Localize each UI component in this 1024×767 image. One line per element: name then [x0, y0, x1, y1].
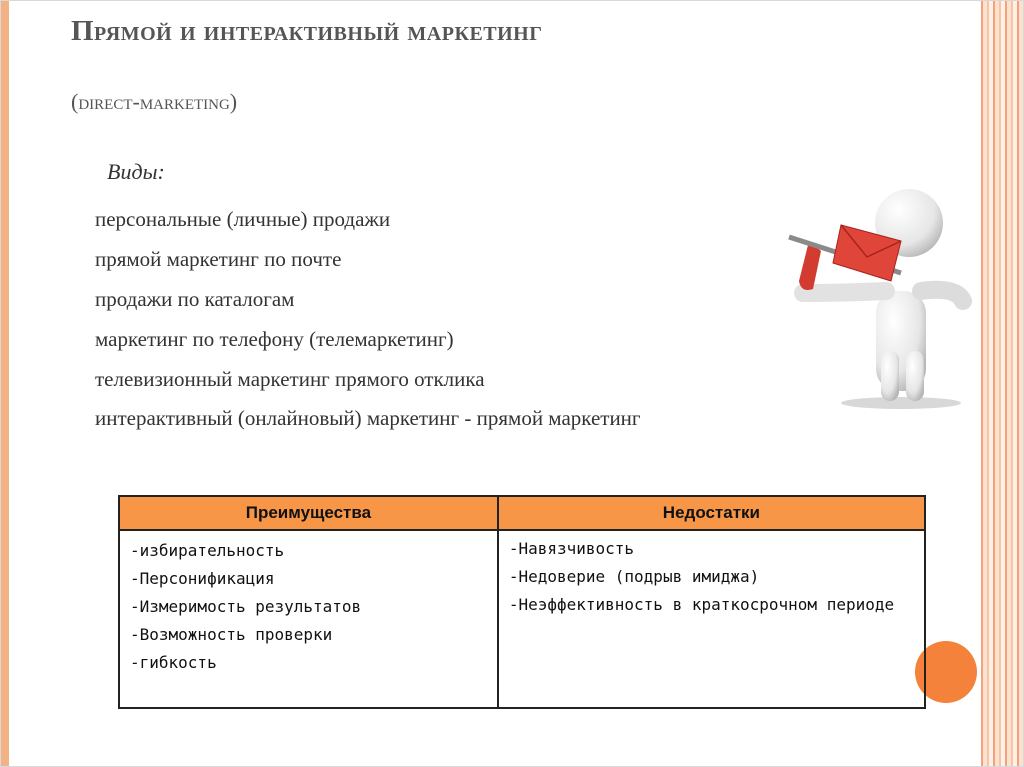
kinds-list	[95, 199, 735, 433]
pros-cons-table	[118, 495, 926, 709]
kinds-item: телевизионный маркетинг прямого отклика	[95, 367, 485, 391]
advantages-cell	[119, 530, 498, 708]
figure-arm	[803, 291, 886, 293]
figure-shadow	[841, 397, 961, 409]
disadvantages-cell	[498, 530, 925, 708]
advantage-item: -Возможность проверки	[130, 625, 333, 644]
kinds-item: интерактивный (онлайновый) маркетинг - прямой маркетинг	[95, 406, 641, 430]
figure-arm	[921, 290, 963, 301]
advantage-item: -Измеримость результатов	[130, 597, 362, 616]
kinds-item: персональные (личные) продажи	[95, 207, 391, 231]
disadvantage-item: -Навязчивость	[508, 539, 635, 558]
kinds-item: прямой маркетинг по почте	[95, 247, 342, 271]
advantage-item: -Персонификация	[130, 569, 275, 588]
figure-leg	[881, 351, 899, 401]
disadvantages-header: Недостатки	[498, 496, 925, 530]
figure-leg	[906, 351, 924, 401]
disadvantage-item: -Неэффективность в краткосрочном периоде	[508, 595, 895, 614]
slide-title: Прямой и интерактивный маркетинг	[71, 15, 543, 47]
advantage-item: -гибкость	[130, 653, 217, 672]
advantage-item: -избирательность	[130, 541, 285, 560]
kinds-item: маркетинг по телефону (телемаркетинг)	[95, 327, 454, 351]
slide-subtitle: (direct-marketing)	[71, 89, 238, 114]
disadvantage-item: -Недоверие (подрыв имиджа)	[508, 567, 760, 586]
slingshot-figure-illustration	[781, 181, 981, 411]
kinds-item: продажи по каталогам	[95, 287, 295, 311]
right-decorative-stripes	[981, 1, 1023, 767]
advantages-header: Преимущества	[119, 496, 498, 530]
left-accent-bar	[1, 1, 9, 767]
kinds-label: Виды:	[107, 159, 165, 184]
